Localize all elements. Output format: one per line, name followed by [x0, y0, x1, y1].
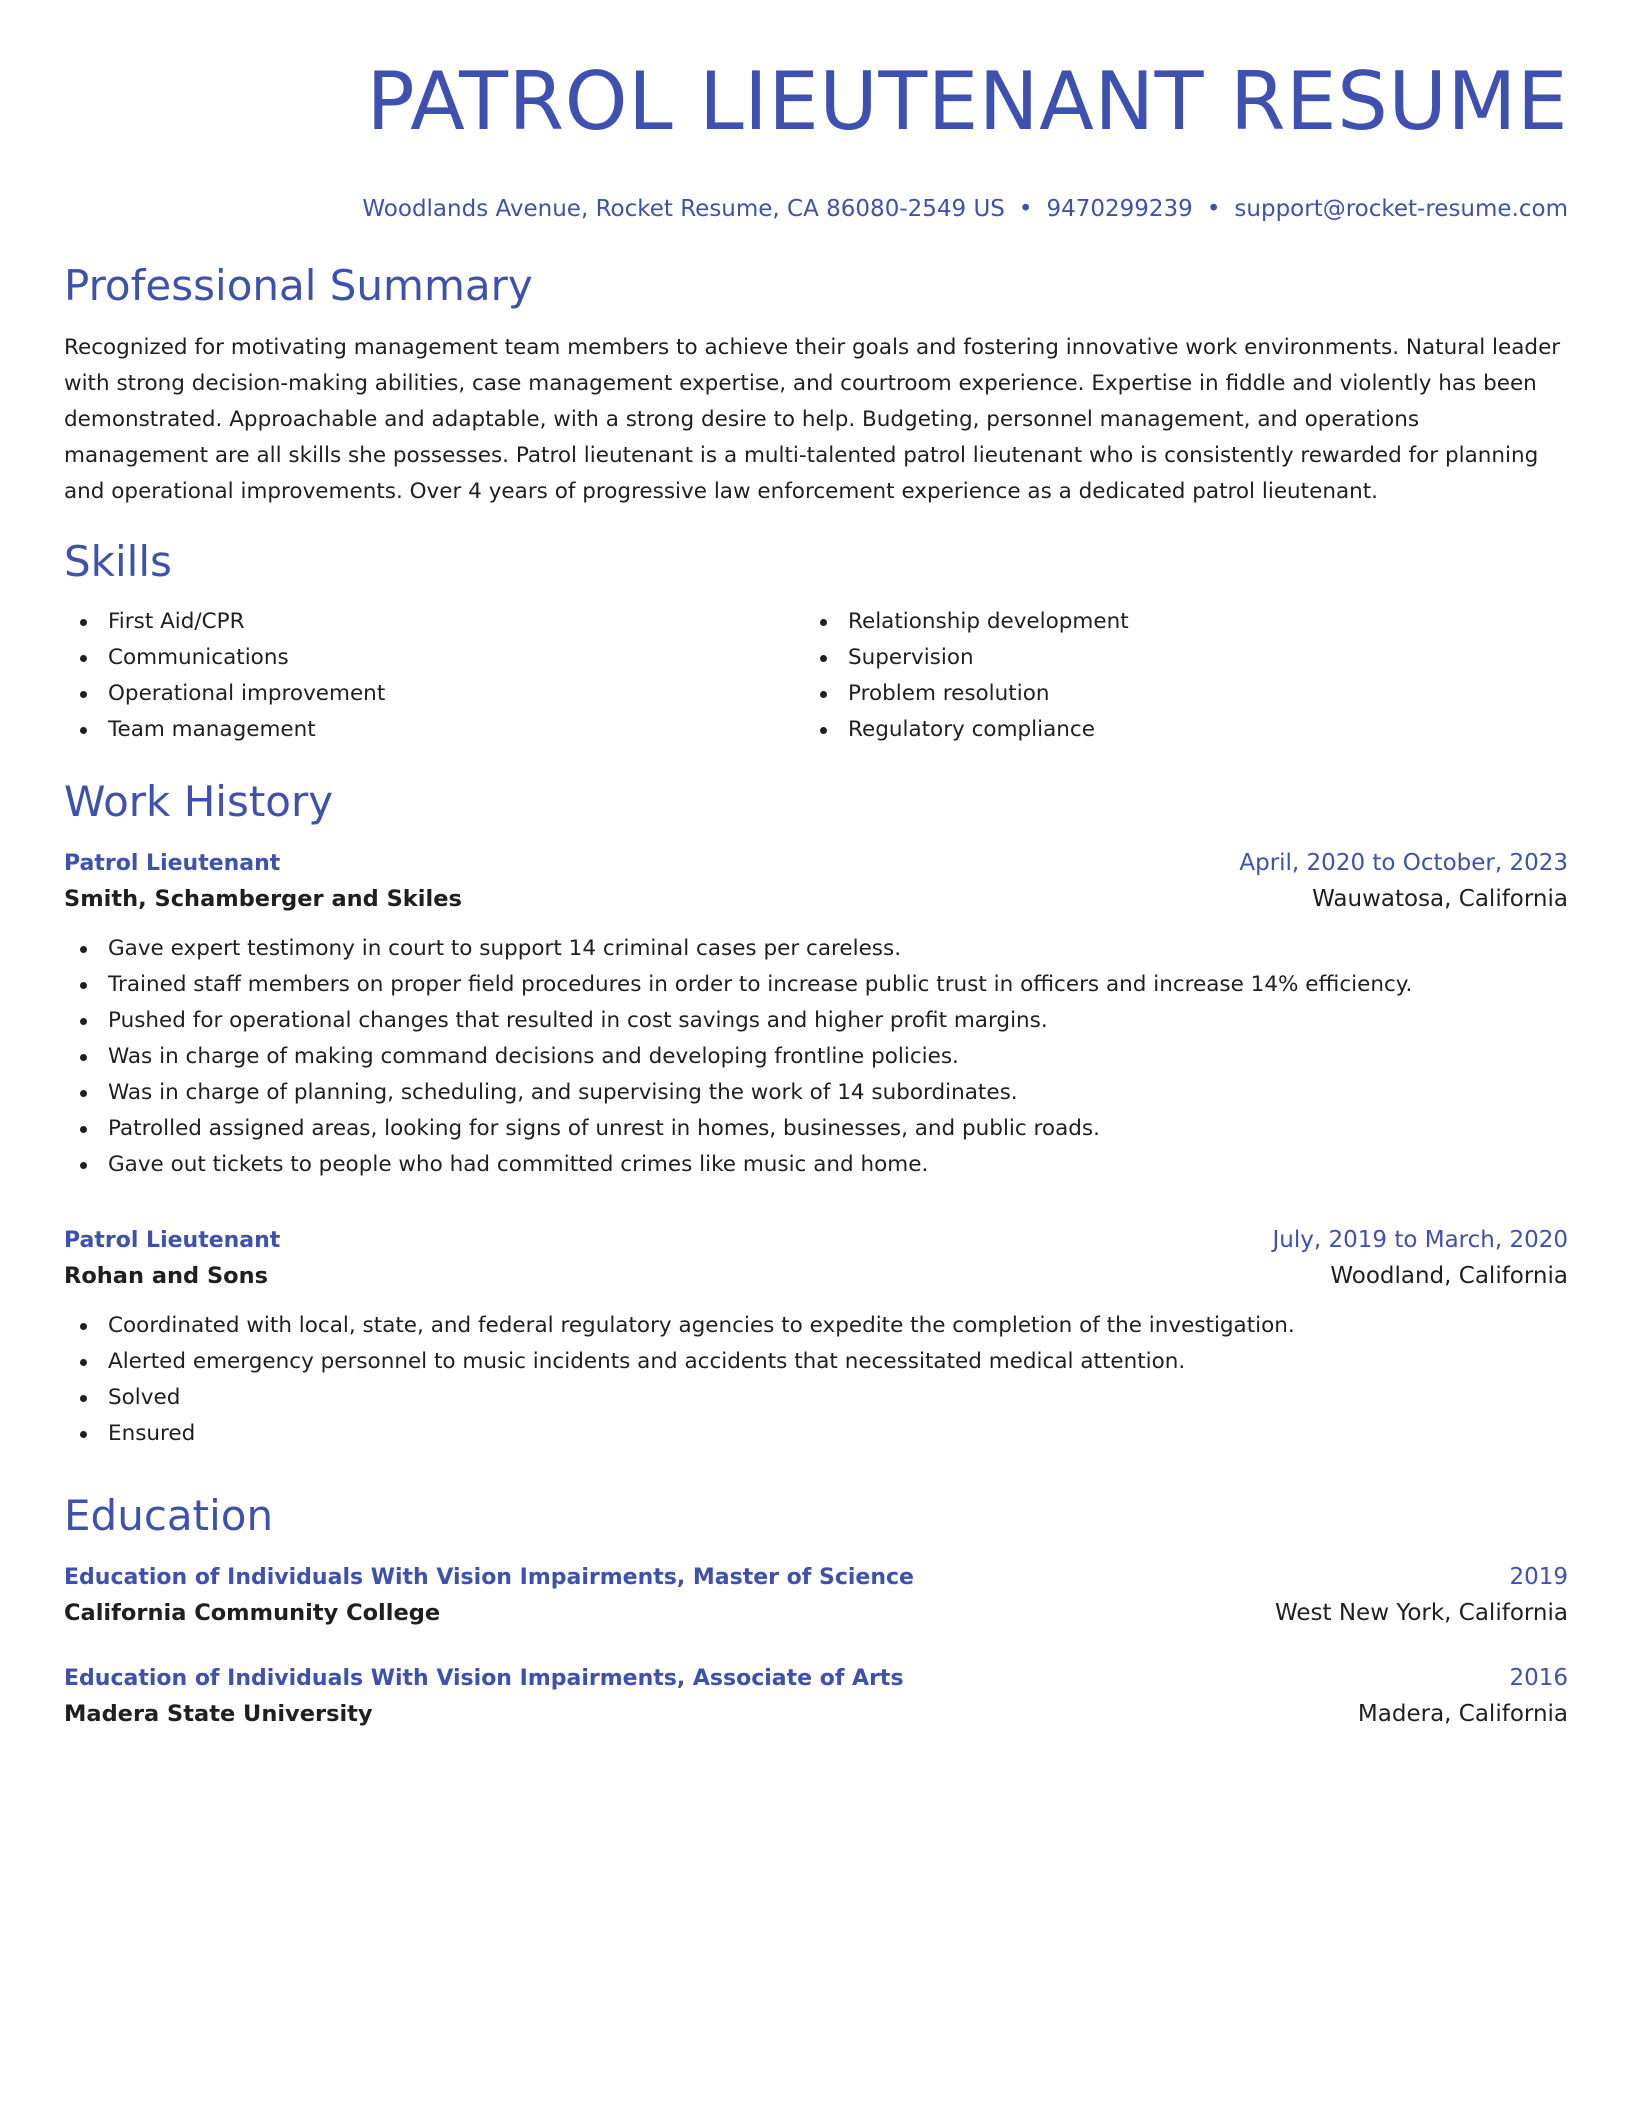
skill-item: Team management	[64, 712, 804, 748]
job-duty-item: Gave expert testimony in court to support 14 criminal cases per careless.	[64, 931, 1568, 967]
skill-item: Supervision	[804, 640, 1568, 676]
job-title: Patrol Lieutenant	[64, 1228, 281, 1253]
skill-item: Regulatory compliance	[804, 712, 1568, 748]
skill-item: Problem resolution	[804, 676, 1568, 712]
job-duty-item: Was in charge of planning, scheduling, and supervising the work of 14 subordinates.	[64, 1075, 1568, 1111]
job-company-row	[64, 1258, 1568, 1294]
job-title-row	[64, 846, 1568, 881]
job-duty-item: Trained staff members on proper field procedures in order to increase public trust in officers and increase 14% efficiency.	[64, 967, 1568, 1003]
contact-separator: •	[1206, 196, 1221, 222]
skill-item: First Aid/CPR	[64, 604, 804, 640]
contact-address: Woodlands Avenue, Rocket Resume, CA 86080-2549 US	[362, 196, 1005, 222]
education-degree: Education of Individuals With Vision Impairments, Associate of Arts	[64, 1666, 904, 1691]
summary-heading: Professional Summary	[64, 261, 533, 310]
job-duty-item: Alerted emergency personnel to music incidents and accidents that necessitated medical attention.	[64, 1344, 1568, 1380]
education-entry	[64, 1661, 1568, 1732]
job-duty-item: Pushed for operational changes that resulted in cost savings and higher profit margins.	[64, 1003, 1568, 1039]
skill-item: Relationship development	[804, 604, 1568, 640]
job-company: Rohan and Sons	[64, 1263, 269, 1289]
education-location: Madera, California	[1357, 1701, 1568, 1727]
job-entry	[64, 846, 1568, 1183]
contact-separator: •	[1018, 196, 1033, 222]
education-degree-row	[64, 1560, 1568, 1595]
job-location: Wauwatosa, California	[1312, 886, 1568, 912]
job-duty-item: Coordinated with local, state, and federal regulatory agencies to expedite the completion of the investigation.	[64, 1308, 1568, 1344]
job-dates: July, 2019 to March, 2020	[1272, 1227, 1568, 1253]
job-company: Smith, Schamberger and Skiles	[64, 886, 462, 912]
skills-list-left	[64, 604, 804, 748]
resume-header	[64, 52, 1568, 224]
education-degree-row	[64, 1661, 1568, 1696]
job-entry	[64, 1223, 1568, 1452]
job-dates: April, 2020 to October, 2023	[1239, 850, 1568, 876]
summary-text: Recognized for motivating management team members to achieve their goals and fostering innovative work environments. Natural leader with strong decision-making abilities, case management expertise, and courtroom experience. Expertise in fiddle and violently has been demonstrated. Approachable and adaptable, with a strong desire to help. Budgeting, personnel management, and operations management are all skills she possesses. Patrol lieutenant is a multi-talented patrol lieutenant who is consistently rewarded for planning and operational improvements. Over 4 years of progressive law enforcement experience as a dedicated patrol lieutenant.	[64, 335, 1561, 504]
resume-title: PATROL LIEUTENANT RESUME	[366, 55, 1568, 148]
job-title-row	[64, 1223, 1568, 1258]
education-year: 2019	[1509, 1564, 1568, 1590]
job-duty-item: Ensured	[64, 1416, 1568, 1452]
work-history-section	[64, 776, 1568, 1452]
job-duties-list	[64, 1308, 1568, 1452]
work-history-heading: Work History	[64, 777, 334, 826]
contact-phone: 9470299239	[1046, 196, 1193, 222]
job-duties-list	[64, 931, 1568, 1183]
job-duty-item: Was in charge of making command decisions and developing frontline policies.	[64, 1039, 1568, 1075]
education-entry	[64, 1560, 1568, 1631]
education-school-row	[64, 1595, 1568, 1631]
contact-email[interactable]: support@rocket-resume.com	[1234, 196, 1568, 222]
skill-item: Communications	[64, 640, 804, 676]
education-year: 2016	[1509, 1665, 1568, 1691]
job-duty-item: Solved	[64, 1380, 1568, 1416]
skills-heading: Skills	[64, 537, 172, 586]
job-location: Woodland, California	[1330, 1263, 1568, 1289]
education-heading: Education	[64, 1491, 274, 1540]
education-school: California Community College	[64, 1600, 441, 1626]
contact-line	[64, 194, 1568, 224]
job-duty-item: Gave out tickets to people who had committed crimes like music and home.	[64, 1147, 1568, 1183]
education-degree: Education of Individuals With Vision Impairments, Master of Science	[64, 1565, 914, 1590]
education-section	[64, 1490, 1568, 1732]
job-company-row	[64, 881, 1568, 917]
summary-section	[64, 260, 1568, 510]
education-school: Madera State University	[64, 1701, 373, 1727]
skills-grid	[64, 604, 1568, 748]
skills-section	[64, 536, 1568, 748]
education-school-row	[64, 1696, 1568, 1732]
education-location: West New York, California	[1274, 1600, 1568, 1626]
skill-item: Operational improvement	[64, 676, 804, 712]
job-title: Patrol Lieutenant	[64, 851, 281, 876]
job-duty-item: Patrolled assigned areas, looking for signs of unrest in homes, businesses, and public roads.	[64, 1111, 1568, 1147]
skills-list-right	[804, 604, 1568, 748]
